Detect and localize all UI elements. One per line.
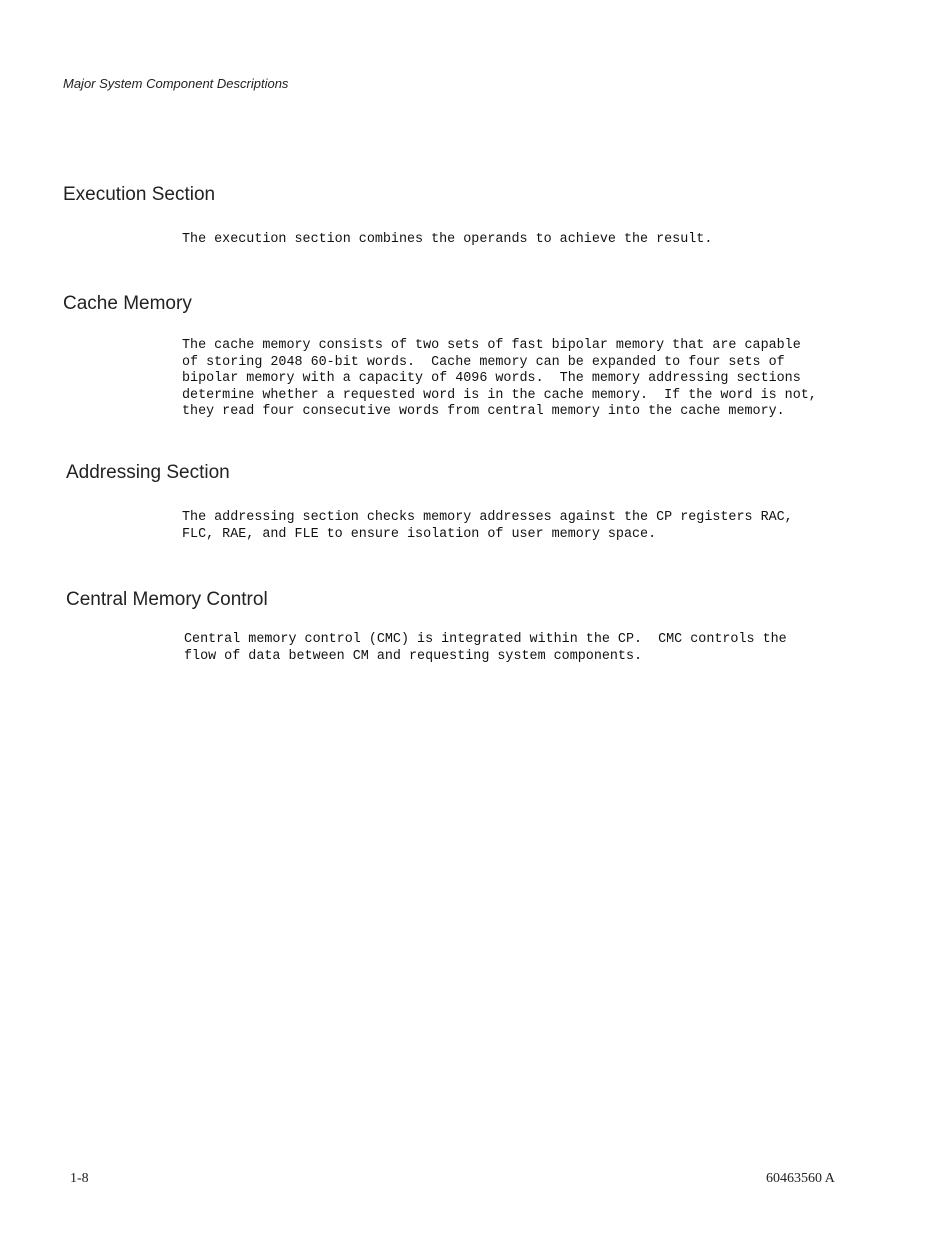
section-body-addressing: The addressing section checks memory addresses against the CP registers RAC, FLC, RAE, and FLE to ensure isolation of user memory space. (182, 510, 793, 542)
document-number: 60463560 A (766, 1171, 835, 1186)
section-body-cache-memory: The cache memory consists of two sets of fast bipolar memory that are capable of storing 2048 60-bit words. Cache memory can be expanded to four sets of bipolar memory with a capacity of 4096 words. The memory addressing sections determine whether a requested word is in the cache memory. If the word is not, they read four consecutive words from central memory into the cache memory. (182, 338, 817, 419)
section-title-cache-memory: Cache Memory (63, 293, 192, 314)
section-body-execution: The execution section combines the operands to achieve the result. (182, 232, 713, 247)
running-header: Major System Component Descriptions (63, 76, 289, 91)
section-body-central-memory-control: Central memory control (CMC) is integrated within the CP. CMC controls the flow of data between CM and requesting system components. (184, 632, 787, 664)
page-number: 1-8 (70, 1171, 89, 1186)
section-title-addressing: Addressing Section (66, 462, 230, 483)
section-title-execution: Execution Section (63, 184, 216, 205)
section-title-central-memory-control: Central Memory Control (66, 589, 268, 610)
